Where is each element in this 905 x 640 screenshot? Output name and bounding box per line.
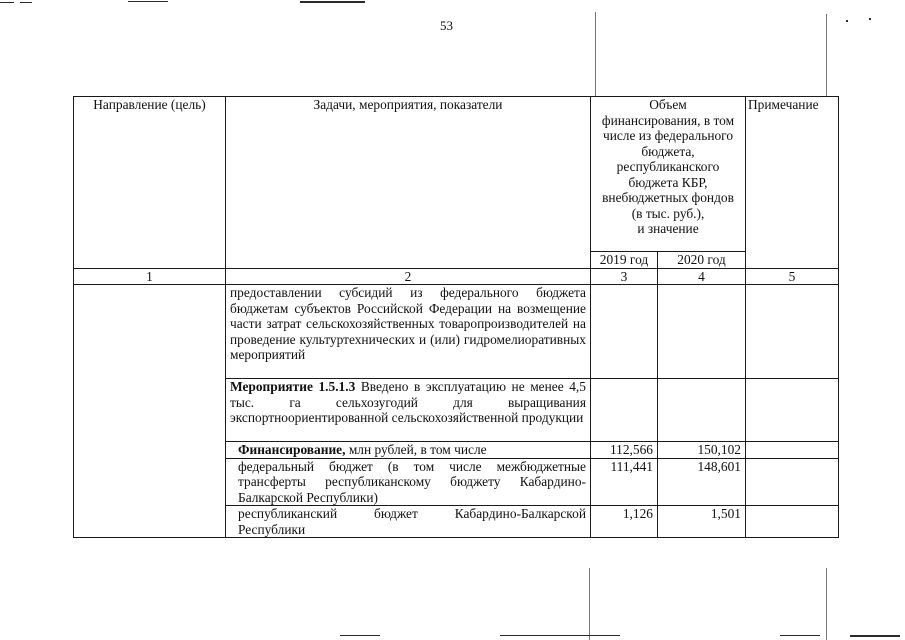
column-number: 4 — [658, 268, 746, 285]
value-2020: 148,601 — [658, 458, 746, 506]
scan-artifact-bottom-2 — [500, 635, 620, 636]
scan-artifact-top-left-2 — [20, 2, 32, 3]
scan-dot — [846, 20, 848, 22]
column-number: 5 — [746, 268, 839, 285]
value-2020 — [658, 379, 746, 442]
task-text — [226, 442, 591, 459]
column-number: 1 — [74, 268, 226, 285]
header-note: Примечание — [746, 97, 839, 269]
column-number: 3 — [591, 268, 658, 285]
scan-artifact-top-2 — [300, 1, 365, 3]
note-cell — [746, 458, 839, 506]
scan-artifact-bottom-3 — [780, 635, 820, 636]
value-2020: 150,102 — [658, 442, 746, 459]
header-year-2019: 2019 год — [591, 252, 658, 269]
scan-artifact-vertical-right-bottom — [826, 568, 827, 640]
scan-dot-2 — [869, 18, 871, 20]
header-row — [74, 97, 839, 252]
scan-artifact-top-left — [0, 2, 14, 3]
value-2019 — [591, 285, 658, 379]
note-cell — [746, 506, 839, 538]
measure-text: Введено в эксплуатацию не менее 4,5 тыс. га сельхозугодий для выращивания экспортноориентированной сельскохозяйственной продукции — [230, 379, 586, 425]
task-text: федеральный бюджет (в том числе межбюджетные трансферты республиканскому бюджету Кабардино-Балкарской Республики) — [226, 458, 591, 506]
scan-artifact-vertical-mid — [595, 12, 596, 96]
note-cell — [746, 379, 839, 442]
value-2019 — [591, 379, 658, 442]
note-cell — [746, 285, 839, 379]
task-text: предоставлении субсидий из федерального бюджета бюджетам субъектов Российской Федерации на возмещение части затрат сельскохозяйственных товаропроизводителей на проведение культуртехнических и (или) гидромелиоративных мероприятий — [226, 285, 591, 379]
header-funding-line: бюджета, — [641, 143, 695, 159]
header-funding-line: финансирования, в том — [601, 112, 735, 128]
header-funding-line: республиканского — [616, 159, 720, 174]
column-number-row — [74, 268, 839, 285]
header-funding-line: числе из федерального — [602, 128, 734, 143]
header-funding-line: внебюджетных фондов — [602, 190, 734, 205]
funding-table — [73, 96, 839, 538]
page-number: 53 — [440, 18, 453, 33]
value-2019: 111,441 — [591, 458, 658, 506]
financing-label: Финансирование, — [238, 442, 346, 457]
value-2020 — [658, 285, 746, 379]
table-row — [74, 285, 839, 379]
header-funding-line: Объем — [649, 97, 687, 112]
value-2019: 112,566 — [591, 442, 658, 459]
scan-artifact-bottom-4 — [850, 635, 900, 637]
header-direction: Направление (цель) — [74, 97, 226, 269]
header-year-2020: 2020 год — [658, 252, 746, 269]
measure-label: Мероприятие 1.5.1.3 — [230, 379, 356, 394]
value-2020: 1,501 — [658, 506, 746, 538]
task-text: республиканский бюджет Кабардино-Балкарской Республики — [226, 506, 591, 538]
task-text — [226, 379, 591, 442]
value-2019: 1,126 — [591, 506, 658, 538]
direction-cell — [74, 285, 226, 538]
header-funding — [591, 97, 746, 252]
scan-artifact-vertical-mid-bottom — [589, 568, 590, 640]
scan-artifact-vertical-right — [826, 14, 827, 96]
column-number: 2 — [226, 268, 591, 285]
header-funding-line: бюджета КБР, — [628, 174, 708, 190]
scan-artifact-bottom — [340, 635, 380, 636]
header-funding-line: (в тыс. руб.), — [631, 205, 705, 221]
scan-artifact-top — [128, 1, 168, 2]
financing-text: млн рублей, в том числе — [345, 442, 487, 457]
header-tasks: Задачи, мероприятия, показатели — [226, 97, 591, 269]
header-funding-line: и значение — [637, 221, 699, 236]
note-cell — [746, 442, 839, 459]
